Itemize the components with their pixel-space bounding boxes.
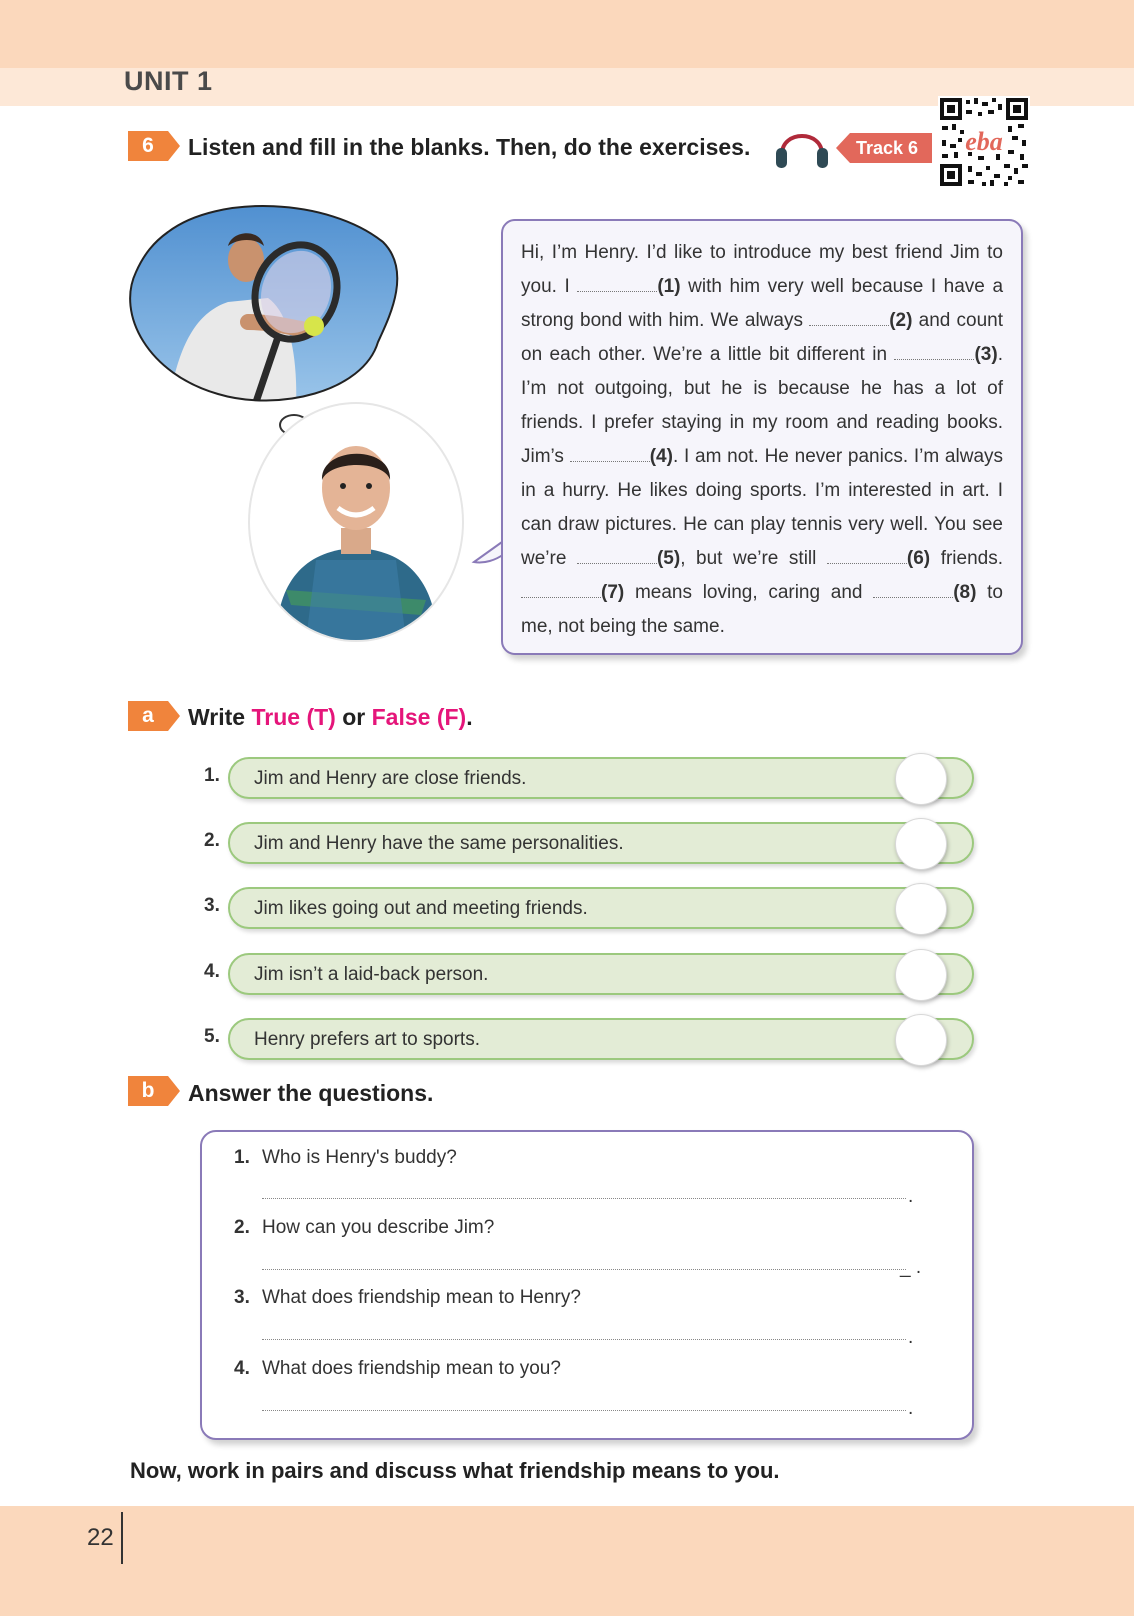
questions-box xyxy=(200,1130,974,1440)
tf-item-number: 1. xyxy=(204,765,220,786)
tf-answer-circle[interactable] xyxy=(895,1014,947,1066)
exercise-instruction: Listen and fill in the blanks. Then, do the exercises. xyxy=(188,134,751,160)
tf-answer-circle[interactable] xyxy=(895,883,947,935)
qr-code-icon[interactable] xyxy=(938,96,1030,188)
part-b-letter: b xyxy=(128,1076,168,1106)
blank-2[interactable] xyxy=(809,325,889,326)
headphones-icon[interactable] xyxy=(774,120,830,170)
blank-1[interactable] xyxy=(577,291,657,292)
blank-6[interactable] xyxy=(827,563,907,564)
tf-item xyxy=(228,1018,974,1060)
answer-line[interactable] xyxy=(262,1198,906,1199)
tennis-player-photo xyxy=(128,202,402,408)
tf-answer-circle[interactable] xyxy=(895,818,947,870)
answer-end: . xyxy=(908,1327,914,1348)
part-b-heading: Answer the questions. xyxy=(188,1080,434,1106)
exercise-number-badge xyxy=(128,131,180,161)
tf-statement: Jim isn’t a laid-back person. xyxy=(254,964,489,985)
question-text: What does friendship mean to Henry? xyxy=(262,1287,581,1308)
question-number: 1. xyxy=(234,1147,250,1168)
blank-7[interactable] xyxy=(521,597,601,598)
tf-item-number: 5. xyxy=(204,1026,220,1047)
tf-statement: Jim and Henry have the same personalities. xyxy=(254,833,624,854)
answer-end: _ . xyxy=(900,1257,922,1278)
tf-item xyxy=(228,757,974,799)
blank-4[interactable] xyxy=(570,461,650,462)
question-number: 2. xyxy=(234,1217,250,1238)
blank-3[interactable] xyxy=(894,359,974,360)
question-text: What does friendship mean to you? xyxy=(262,1358,561,1379)
answer-line[interactable] xyxy=(262,1410,906,1411)
answer-end: . xyxy=(908,1398,914,1419)
page-number-divider xyxy=(121,1512,123,1564)
henry-photo xyxy=(246,400,466,644)
footer-band xyxy=(0,1506,1134,1616)
tf-item xyxy=(228,953,974,995)
tf-item xyxy=(228,822,974,864)
question-text: Who is Henry's buddy? xyxy=(262,1147,457,1168)
page-number: 22 xyxy=(87,1524,114,1551)
tf-statement: Jim likes going out and meeting friends. xyxy=(254,898,588,919)
tf-item-number: 2. xyxy=(204,830,220,851)
top-band xyxy=(0,0,1134,68)
part-a-heading: Write True (T) or False (F). xyxy=(188,704,473,730)
tf-statement: Henry prefers art to sports. xyxy=(254,1029,480,1050)
track-label-text: Track 6 xyxy=(856,138,919,158)
blank-8[interactable] xyxy=(873,597,953,598)
question-text: How can you describe Jim? xyxy=(262,1217,495,1238)
exercise-number: 6 xyxy=(128,131,168,161)
final-instruction: Now, work in pairs and discuss what friendship means to you. xyxy=(130,1458,780,1483)
tf-item xyxy=(228,887,974,929)
unit-title: UNIT 1 xyxy=(124,66,213,96)
tf-statement: Jim and Henry are close friends. xyxy=(254,768,527,789)
part-b-badge xyxy=(128,1076,180,1106)
tf-answer-circle[interactable] xyxy=(895,949,947,1001)
blank-5[interactable] xyxy=(577,563,657,564)
qr-logo-text: eba xyxy=(965,127,1003,156)
tf-answer-circle[interactable] xyxy=(895,753,947,805)
track-label[interactable] xyxy=(836,133,932,163)
part-a-letter: a xyxy=(128,701,168,731)
answer-line[interactable] xyxy=(262,1269,906,1270)
question-number: 4. xyxy=(234,1358,250,1379)
answer-line[interactable] xyxy=(262,1339,906,1340)
tf-item-number: 3. xyxy=(204,895,220,916)
answer-end: . xyxy=(908,1186,914,1207)
tf-item-number: 4. xyxy=(204,961,220,982)
story-text: Hi, I’m Henry. I’d like to introduce my best friend Jim to you. I (1) with him very well because I have a strong bond with him. We always (2) and count on each other. We’re a little bit different in (3). I’m not outgoing, but he is because he has a lot of friends. I prefer staying in my room and reading books. Jim’s (4). I am not. He never panics. I’m always in a hurry. He likes doing sports. I’m interested in art. I can draw pictures. He can play tennis very well. You see we’re (5), but we’re still (6) friends. (7) means loving, caring and (8) to me, not being the same. xyxy=(521,242,1004,637)
question-number: 3. xyxy=(234,1287,250,1308)
part-a-badge xyxy=(128,701,180,731)
